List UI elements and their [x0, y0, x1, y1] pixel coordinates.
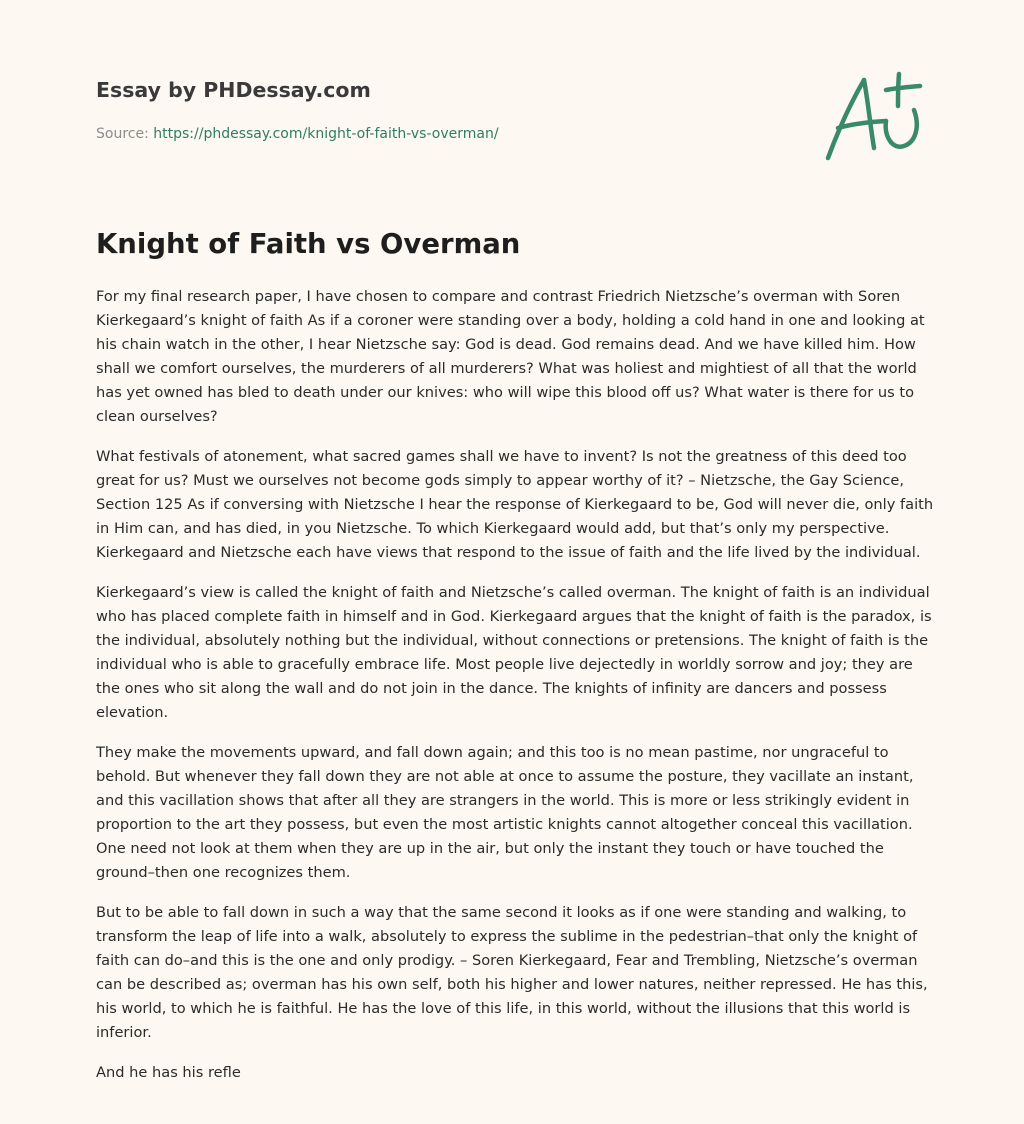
source-line — [96, 124, 796, 144]
essay-paragraph: For my final research paper, I have chosen to compare and contrast Friedrich Nietzsche’s overman with Soren Kierkegaard’s knight of faith As if a coroner were standing over a body, holding a cold hand in one and looking at his chain watch in the other, I hear Nietzsche say: God is dead. God remains dead. And we have killed him. How shall we comfort ourselves, the murderers of all murderers? What was holiest and mightiest of all that the world has yet owned has bled to death under our knives: who will wipe this blood off us? What water is there for us to clean ourselves? — [96, 288, 925, 425]
essay-paragraph: But to be able to fall down in such a way that the same second it looks as if one were standing and walking, to transform the leap of life into a walk, absolutely to express the sublime in the pedestrian–that only the knight of faith can do–and this is the one and only prodigy. – Soren Kierkegaard, Fear and Trembling, Nietzsche’s overman can be described as; overman has his own self, both his higher and lower natures, neither repressed. He has this, his world, to which he is faithful. He has the love of this life, in this world, without the illusions that this world is inferior. — [96, 904, 928, 1041]
source-link[interactable]: https://phdessay.com/knight-of-faith-vs-overman/ — [153, 126, 499, 142]
essay-title: Knight of Faith vs Overman — [96, 228, 521, 260]
essay-paragraph: What festivals of atonement, what sacred games shall we have to invent? Is not the greatness of this deed too great for us? Must we ourselves not become gods simply to appear worthy of it? – Nietzsche, the Gay Science, Section 125 As if conversing with Nietzsche I hear the response of Kierkegaard to be, God will never die, only faith in Him can, and has died, in you Nietzsche. To which Kierkegaard would add, but that’s only my perspective. Kierkegaard and Nietzsche each have views that respond to the issue of faith and the life lived by the individual. — [96, 448, 934, 561]
essay-paragraph: Kierkegaard’s view is called the knight of faith and Nietzsche’s called overman. The knight of faith is an individual who has placed complete faith in himself and in God. Kierkegaard argues that the knight of faith is the paradox, is the individual, absolutely nothing but the individual, without connections or pretensions. The knight of faith is the individual who is able to gracefully embrace life. Most people live dejectedly in worldly sorrow and joy; they are the ones who sit along the wall and do not join in the dance. The knights of infinity are dancers and possess elevation. — [96, 584, 932, 721]
essay-paragraph: And he has his refle — [96, 1064, 241, 1081]
a-plus-logo-icon — [820, 66, 930, 166]
source-label: Source: — [96, 126, 154, 142]
essay-body — [96, 285, 936, 1101]
site-header — [96, 76, 796, 144]
site-title: Essay by PHDessay.com — [96, 78, 371, 102]
essay-paragraph: They make the movements upward, and fall down again; and this too is no mean pastime, nor ungraceful to behold. But whenever they fall down they are not able at once to assume the posture, they vacillate an instant, and this vacillation shows that after all they are strangers in the world. This is more or less strikingly evident in proportion to the art they possess, but even the most artistic knights cannot altogether conceal this vacillation. One need not look at them when they are up in the air, but only the instant they touch or have touched the ground–then one recognizes them. — [96, 744, 914, 881]
